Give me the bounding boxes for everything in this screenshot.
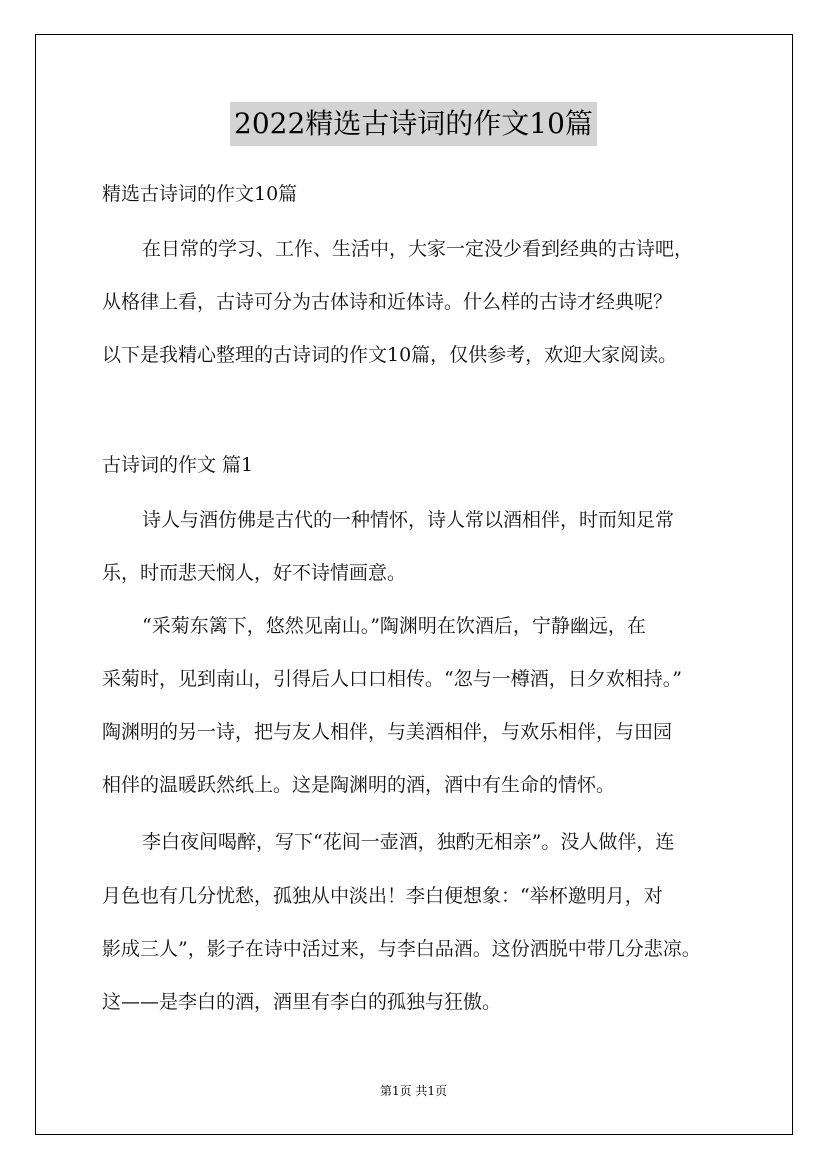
body-line-3: “采菊东篱下，悠然见南山。”陶渊明在饮酒后，宁静幽远，在: [142, 615, 646, 637]
section-heading: 古诗词的作文 篇1: [102, 454, 254, 476]
body-line-9: 影成三人”，影子在诗中活过来，与李白品酒。这份洒脱中带几分悲凉。: [102, 938, 701, 960]
body-line-6: 相伴的温暖跃然纸上。这是陶渊明的酒，酒中有生命的情怀。: [102, 774, 616, 796]
title-container: [0, 102, 827, 146]
body-line-2: 乐，时而悲天悯人，好不诗情画意。: [102, 562, 407, 584]
document-title: 2022精选古诗词的作文10篇: [230, 102, 597, 146]
body-line-1: 诗人与酒仿佛是古代的一种情怀，诗人常以酒相伴，时而知足常: [142, 509, 675, 531]
page-footer: 第1页 共1页: [379, 1084, 448, 1098]
body-line-10: 这——是李白的酒，酒里有李白的孤独与狂傲。: [102, 991, 502, 1013]
subtitle: 精选古诗词的作文10篇: [102, 183, 298, 205]
intro-line-1: 在日常的学习、工作、生活中，大家一定没少看到经典的古诗吧，: [142, 238, 694, 260]
intro-line-2: 从格律上看，古诗可分为古体诗和近体诗。什么样的古诗才经典呢？: [102, 291, 673, 313]
intro-line-3: 以下是我精心整理的古诗词的作文10篇，仅供参考，欢迎大家阅读。: [102, 344, 678, 366]
body-line-8: 月色也有几分忧愁，孤独从中淡出！李白便想象：“举杯邀明月，对: [102, 885, 663, 907]
body-line-4: 采菊时，见到南山，引得后人口口相传。“忽与一樽酒，日夕欢相持。”: [102, 668, 682, 690]
body-line-7: 李白夜间喝醉，写下“花间一壶酒，独酌无相亲”。没人做伴，连: [142, 831, 675, 853]
body-line-5: 陶渊明的另一诗，把与友人相伴，与美酒相伴，与欢乐相伴，与田园: [102, 721, 673, 743]
